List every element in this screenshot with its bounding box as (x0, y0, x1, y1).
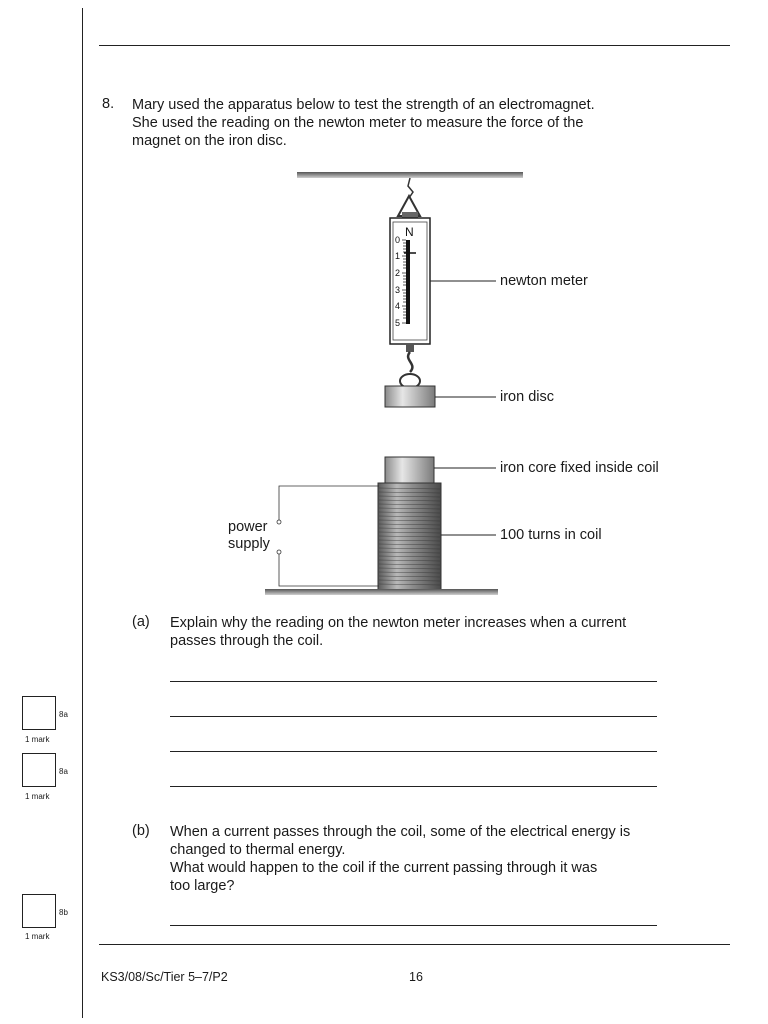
part-b-line: When a current passes through the coil, some of the electrical energy is (170, 824, 631, 840)
mark-code: 8a (59, 767, 68, 776)
question-line: Mary used the apparatus below to test the strength of an electromagnet. (132, 97, 595, 113)
scale-tick-label: 0 (395, 235, 401, 245)
mark-label: 1 mark (25, 792, 50, 801)
part-b-line: What would happen to the coil if the current passing through it was (170, 860, 598, 876)
mark-box-8b[interactable] (22, 894, 56, 928)
meter-cap (402, 212, 418, 218)
page-number: 16 (409, 970, 423, 984)
terminal-bottom (277, 550, 281, 554)
label-turns: 100 turns in coil (500, 527, 602, 543)
part-b-text (170, 823, 670, 895)
question-line: She used the reading on the newton meter to measure the force of the (132, 115, 584, 131)
label-iron-core: iron core fixed inside coil (500, 460, 659, 476)
mark-box-8a-2[interactable] (22, 753, 56, 787)
ceiling-support (297, 172, 523, 178)
part-b-line: too large? (170, 878, 235, 894)
part-b-line: changed to thermal energy. (170, 842, 346, 858)
mark-box-8a-1[interactable] (22, 696, 56, 730)
label-supply: supply (228, 536, 270, 552)
scale-tick-label: 5 (395, 318, 401, 328)
wire-bottom (279, 554, 379, 586)
iron-disc (385, 386, 435, 407)
scale-tick-label: 1 (395, 251, 401, 261)
answer-line[interactable] (170, 751, 657, 752)
answer-line[interactable] (170, 716, 657, 717)
mark-label: 1 mark (25, 932, 50, 941)
question-number: 8. (102, 96, 115, 112)
mark-code: 8a (59, 710, 68, 719)
lower-hook (408, 352, 412, 372)
label-power: power (228, 519, 268, 535)
scale-tick-label: 2 (395, 268, 401, 278)
part-a-label: (a) (132, 614, 150, 630)
part-a-text (170, 614, 670, 650)
meter-bottom-stem (406, 344, 414, 352)
scale-tick-label: 4 (395, 301, 401, 311)
footer-paper-code: KS3/08/Sc/Tier 5–7/P2 (101, 970, 228, 984)
part-b-label: (b) (132, 823, 150, 839)
base-shelf (265, 589, 498, 595)
question-line: magnet on the iron disc. (132, 133, 287, 149)
wire-top (279, 486, 379, 520)
bottom-rule (99, 944, 730, 945)
terminal-top (277, 520, 281, 524)
label-newton-meter: newton meter (500, 273, 588, 289)
part-a-line: Explain why the reading on the newton meter increases when a current (170, 615, 627, 631)
answer-line[interactable] (170, 786, 657, 787)
label-iron-disc: iron disc (500, 389, 554, 405)
answer-line[interactable] (170, 925, 657, 926)
mark-label: 1 mark (25, 735, 50, 744)
part-a-line: passes through the coil. (170, 633, 324, 649)
mark-code: 8b (59, 908, 68, 917)
answer-line[interactable] (170, 681, 657, 682)
scale-unit: N (405, 225, 414, 239)
iron-core (385, 457, 434, 484)
scale-tick-label: 3 (395, 285, 401, 295)
